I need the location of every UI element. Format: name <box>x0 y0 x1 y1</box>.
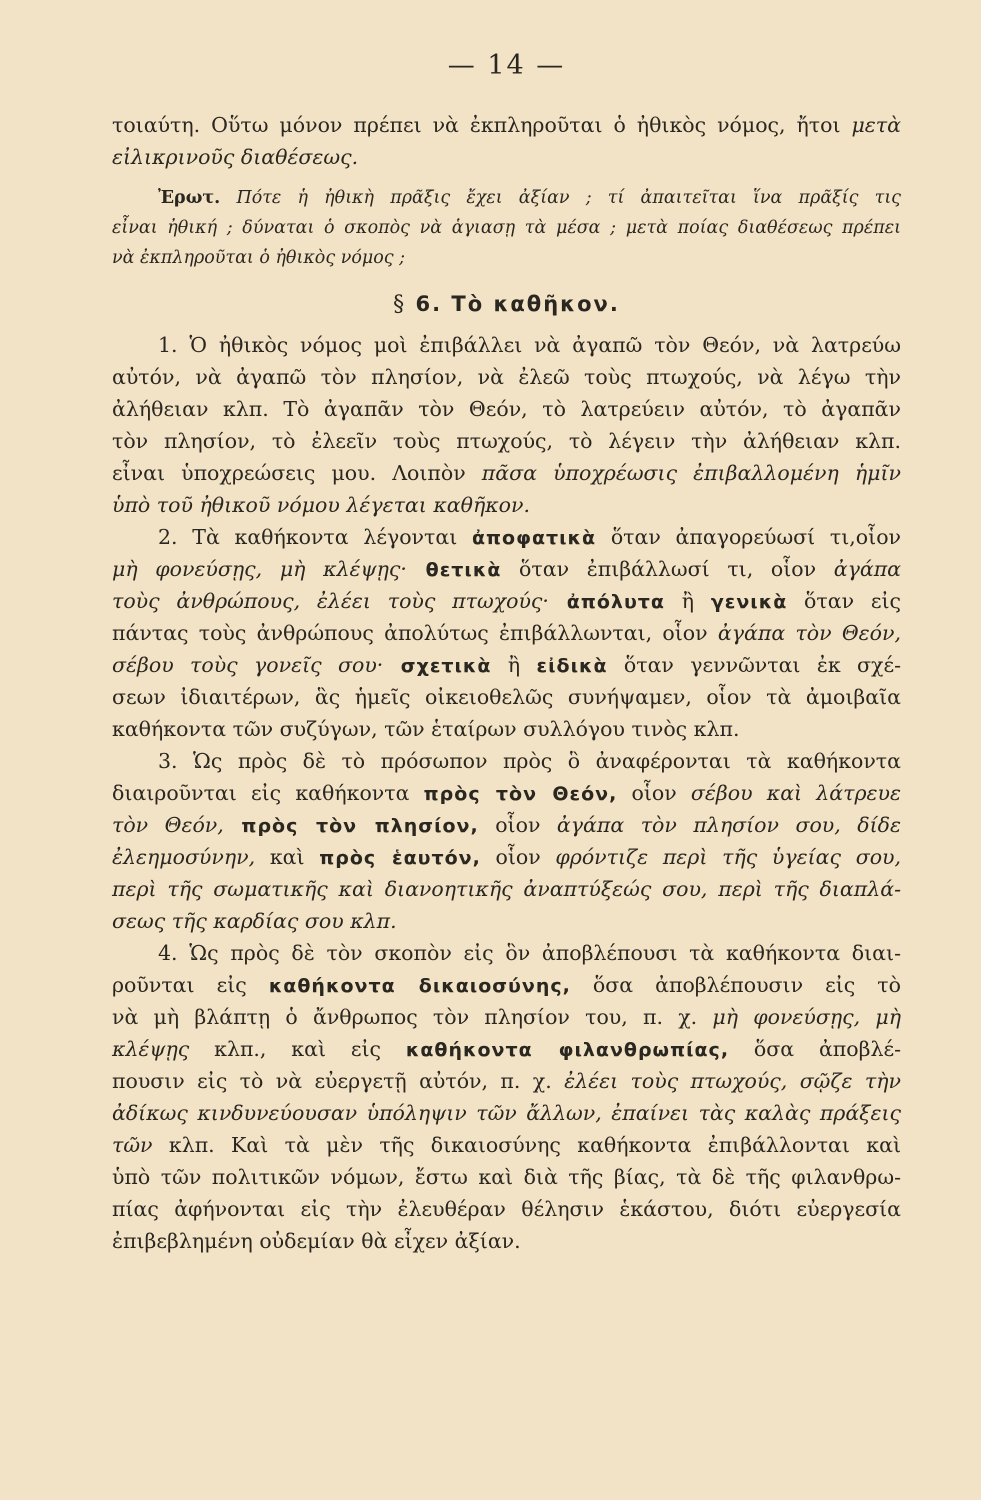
text-line: ὑπὸ τῶν πολιτικῶν νόμων, ἔστω καὶ διὰ τῆς βίας, τὰ δὲ τῆς φιλανθρω- <box>112 1165 901 1189</box>
section-heading: § 6. Τὸ καθῆκον. <box>393 292 620 317</box>
page-number: — 14 — <box>447 50 566 81</box>
text-line: τὸν πλησίον, τὸ ἐλεεῖν τοὺς πτωχούς, τὸ λέγειν τὴν ἀλήθειαν κλπ. <box>112 429 901 453</box>
text-line: σέβου τοὺς γονεῖς σου· σχετικὰ ἢ εἰδικὰ ὅταν γεννῶνται ἐκ σχέ- <box>112 653 901 677</box>
question-line: Ἐρωτ. Πότε ἡ ἠθικὴ πρᾶξις ἔχει ἀξίαν ; τί ἀπαιτεῖται ἵνα πρᾶξίς τις <box>158 188 901 208</box>
question-line: νὰ ἐκπληροῦται ὁ ἠθικὸς νόμος ; <box>112 248 406 268</box>
text-line: σεων ἰδιαιτέρων, ἃς ἡμεῖς οἰκειοθελῶς συνήψαμεν, οἷον τὰ ἀμοιβαῖα <box>112 685 901 709</box>
text-line: ἐλεημοσύνην, καὶ πρὸς ἑαυτόν, οἷον φρόντιζε περὶ τῆς ὑγείας σου, <box>112 845 902 869</box>
text-line: ὑπὸ τοῦ ἠθικοῦ νόμου λέγεται καθῆκον. <box>112 493 530 517</box>
text-line: καθήκοντα τῶν συζύγων, τῶν ἑταίρων συλλόγου τινὸς κλπ. <box>112 717 740 741</box>
text-line: ἀλήθειαν κλπ. Τὸ ἀγαπᾶν τὸν Θεόν, τὸ λατρεύειν αὐτόν, τὸ ἀγαπᾶν <box>112 397 901 421</box>
text-line: ἀδίκως κινδυνεύουσαν ὑπόληψιν τῶν ἄλλων, ἐπαίνει τὰς καλὰς πράξεις <box>112 1101 901 1125</box>
question-line: εἶναι ἠθική ; δύναται ὁ σκοπὸς νὰ ἁγιασῃ τὰ μέσα ; μετὰ ποίας διαθέσεως πρέπει <box>112 218 901 238</box>
text-line: σεως τῆς καρδίας σου κλπ. <box>112 909 397 933</box>
text-line: τὸν Θεόν, πρὸς τὸν πλησίον, οἷον ἀγάπα τὸν πλησίον σου, δίδε <box>112 813 902 837</box>
text-line: μὴ φονεύσῃς, μὴ κλέψῃς· θετικὰ ὅταν ἐπιβάλλωσί τι, οἷον ἀγάπα <box>112 557 902 581</box>
text-line: 3. Ὡς πρὸς δὲ τὸ πρόσωπον πρὸς ὃ ἀναφέρονται τὰ καθήκοντα <box>158 749 901 773</box>
text-line: ροῦνται εἰς καθήκοντα δικαιοσύνης, ὅσα ἀποβλέπουσιν εἰς τὸ <box>112 973 901 997</box>
text-line: κλέψῃς κλπ., καὶ εἰς καθήκοντα φιλανθρωπίας, ὅσα ἀποβλέ- <box>112 1037 901 1061</box>
text-line: ἐπιβεβλημένη οὐδεμίαν θὰ εἶχεν ἀξίαν. <box>112 1229 521 1253</box>
text-line: αὐτόν, νὰ ἀγαπῶ τὸν πλησίον, νὰ ἐλεῶ τοὺς πτωχούς, νὰ λέγω τὴν <box>112 365 901 389</box>
text-line: τοιαύτη. Οὕτω μόνον πρέπει νὰ ἐκπληροῦται ὁ ἠθικὸς νόμος, ἤτοι μετὰ <box>112 113 901 137</box>
text-line: εἶναι ὑποχρεώσεις μου. Λοιπὸν πᾶσα ὑποχρέωσις ἐπιβαλλομένη ἡμῖν <box>112 461 901 485</box>
question-label: Ἐρωτ. <box>158 188 221 208</box>
text-line: περὶ τῆς σωματικῆς καὶ διανοητικῆς ἀναπτύξεώς σου, περὶ τῆς διαπλά- <box>112 877 901 901</box>
text-line: πίας ἀφήνονται εἰς τὴν ἐλευθέραν θέλησιν ἑκάστου, διότι εὐεργεσία <box>112 1197 901 1221</box>
text-line: 2. Τὰ καθήκοντα λέγονται ἀποφατικὰ ὅταν ἀπαγορεύωσί τι,οἷον <box>158 525 901 549</box>
text-line: πάντας τοὺς ἀνθρώπους ἀπολύτως ἐπιβάλλωνται, οἷον ἀγάπα τὸν Θεόν, <box>112 621 902 645</box>
text-line: πουσιν εἰς τὸ νὰ εὐεργετῇ αὐτόν, π. χ. ἐλέει τοὺς πτωχούς, σῷζε τὴν <box>112 1069 901 1093</box>
text-line: εἰλικρινοῦς διαθέσεως. <box>112 145 359 169</box>
text-line: τῶν κλπ. Καὶ τὰ μὲν τῆς δικαιοσύνης καθήκοντα ἐπιβάλλονται καὶ <box>112 1133 901 1157</box>
text-line: 4. Ὡς πρὸς δὲ τὸν σκοπὸν εἰς ὃν ἀποβλέπουσι τὰ καθήκοντα διαι- <box>158 941 901 965</box>
text-line: 1. Ὁ ἠθικὸς νόμος μοὶ ἐπιβάλλει νὰ ἀγαπῶ τὸν Θεόν, νὰ λατρεύω <box>158 333 901 357</box>
text-line: νὰ μὴ βλάπτῃ ὁ ἄνθρωπος τὸν πλησίον του, π. χ. μὴ φονεύσῃς, μὴ <box>112 1005 901 1029</box>
text-line: τοὺς ἀνθρώπους, ἐλέει τοὺς πτωχούς· ἀπόλυτα ἢ γενικὰ ὅταν εἰς <box>112 589 901 613</box>
text-line: διαιροῦνται εἰς καθήκοντα πρὸς τὸν Θεόν, οἷον σέβου καὶ λάτρευε <box>112 781 901 805</box>
